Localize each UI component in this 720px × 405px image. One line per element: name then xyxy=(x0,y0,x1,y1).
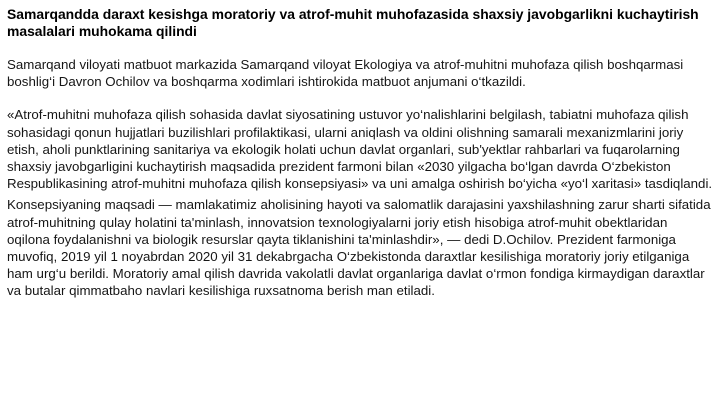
headline: Samarqandda daraxt kesishga moratoriy va atrof-muhit muhofazasida shaxsiy javobgarlikni kuchaytirish masalalari muhokama qilindi xyxy=(7,6,699,39)
paragraph-concept: Konsepsiyaning maqsadi — mamlakatimiz aholisining hayoti va salomatlik darajasini yaxshilashning zarur sharti sifatida atrof-muhitning qulay holatini ta'minlash, innovatsion texnologiyalarni joriy etish hisobiga atrof-muhit obektlaridan oqilona foydalanishni va biologik resurslar qayta tiklanishini ta'minlashdir», — dedi D.Ochilov. Prezident farmoniga muvofiq, 2019 yil 1 noyabrdan 2020 yil 31 dekabrgacha O‘zbekistonda daraxtlar kesilishiga moratoriy joriy etilganiga ham urg‘u berildi. Moratoriy amal qilish davrida vakolatli davlat organlariga davlat o‘rmon fondiga kirmaydigan daraxtlar va butalar qimmatbaho navlari kesilishiga ruxsatnoma berish man etiladi. xyxy=(7,197,711,299)
article xyxy=(7,6,713,300)
paragraph-quote: «Atrof-muhitni muhofaza qilish sohasida davlat siyosatining ustuvor yo‘nalishlarini belgilash, tabiatni muhofaza qilish sohasidagi qonun hujjatlari buzilishlari profilaktikasi, ularni aniqlash va oldini olishning samarali mexanizmlarini joriy etish, aholi punktlarining sanitariya va ekologik holati uchun davlat organlari, sub'yektlar rahbarlari va fuqarolarning shaxsiy javobgarligini kuchaytirish maqsadida prezident farmoni bilan «2030 yilgacha bo‘lgan davrda O‘zbekiston Respublikasining atrof-muhitni muhofaza qilish konsepsiyasi» va uni amalga oshirish bo‘yicha «yo‘l xaritasi» tasdiqlandi. xyxy=(7,107,713,192)
paragraph-intro: Samarqand viloyati matbuot markazida Samarqand viloyat Ekologiya va atrof-muhitni muhofaza qilish boshqarmasi boshlig‘i Davron Ochilov va boshqarma xodimlari ishtirokida matbuot anjumani o‘tkazildi. xyxy=(7,57,684,90)
